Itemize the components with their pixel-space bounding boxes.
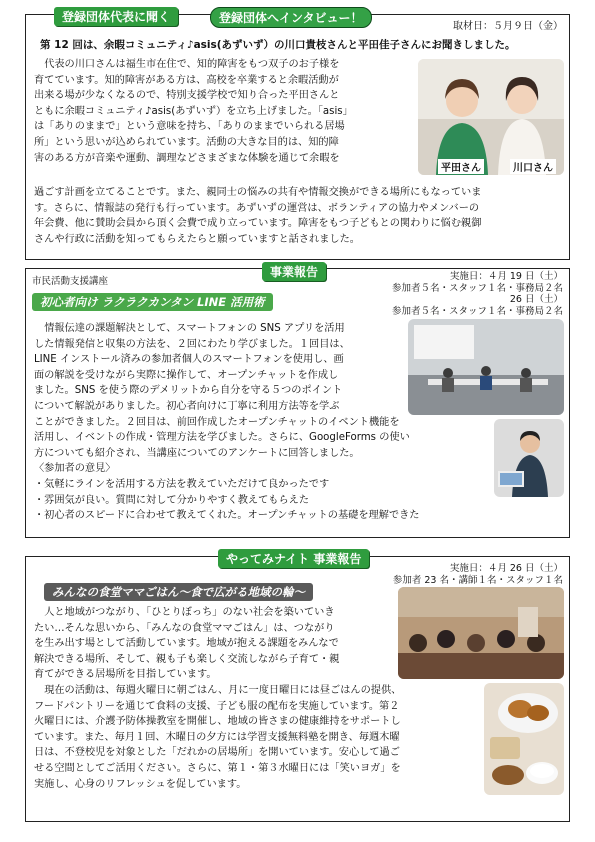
report1-photo-instructor [494, 419, 564, 497]
meal-illustration [484, 683, 564, 795]
text-line: す。さらに、情報誌の発行も行っています。あずいずの運営は、ボランティアの協力やメンバーの [34, 202, 480, 214]
classroom-illustration [408, 319, 564, 415]
interview-date: 取材日：５月９日（金） [453, 21, 563, 32]
report2-meta-line: 参加者 23 名・講師１名・スタッフ１名 [392, 574, 563, 586]
text-line: ・初心者のスピードに合わせて教えてくれた。オープンチャットの基礎を理解できた [34, 510, 420, 522]
text-line: ・雰囲気が良い。質問に対して分かりやすく教えてもらえた [34, 494, 310, 506]
text-line: 現在の活動は、毎週火曜日に朝ごはん、月に一度日曜日には昼ごはんの提供、 [44, 684, 402, 696]
report1-meta-line: 26 日（土） [509, 294, 563, 305]
text-line: は「ありのままで」という意味を持ち、「ありのままでいられる居場 [34, 121, 345, 133]
report1-meta-line: 参加者５名・スタッフ１名・事務局２名 [391, 305, 563, 317]
report1-category: 市民活動支援講座 [32, 276, 109, 287]
text-line: ことができました。２回目は、前回作成したオープンチャットのイベント機能を [34, 416, 400, 428]
text-line: 過ごす計画を立てることです。また、親同士の悩みの共有や情報交換ができる場所にもなっていま [34, 187, 482, 198]
caption-hirata: 平田さん [438, 159, 484, 174]
text-line: 所」という思いが込められています。活動の大きな目的は、知的障 [34, 136, 339, 148]
text-line: 方についても紹介され、当講座についてのアンケートに回答しました。 [34, 447, 360, 459]
text-line: 実施し、心身のリフレッシュを促しています。 [34, 778, 247, 790]
report2-tag: やってみナイト 事業報告 [218, 549, 369, 568]
interview-body-top [34, 57, 420, 166]
report2-meta-line: 実施日：４月 26 日（土） [449, 563, 563, 574]
text-line: 解決できる場所、そして、親も子も楽しく交流しながら子育て・親 [34, 653, 340, 665]
text-line: 害のある方が音楽や運動、調理などさまざまな体験を通じて余暇を [34, 152, 340, 164]
report1-meta-line: 参加者５名・スタッフ１名・事務局２名 [391, 282, 563, 294]
text-line: せる空間としてご活用ください。さらに、第１・第３水曜日には「笑いヨガ」を [34, 762, 401, 774]
text-line: 〈参加者の意見〉 [34, 463, 116, 475]
interview-tag-center: 登録団体へインタビュー！ [210, 7, 372, 28]
text-line: 出来る場が少なくなるので、特別支援学校で知り合った平田さんと [34, 90, 340, 102]
text-line: 日は、不登校児を対象とした「だれかの居場所」を開いています。安心して過ご [34, 747, 400, 759]
text-line: について解説がありました。初心者向けに丁寧に利用方法等を学ぶ [34, 400, 340, 412]
audience-illustration [398, 587, 564, 679]
interview-body-bottom [34, 185, 564, 247]
text-line: ・気軽にラインを活用する方法を教えていただけて良かったです [34, 478, 330, 490]
text-line: した情報発信と収集の方法を、２回にわたり学びました。１回目は、 [34, 338, 350, 350]
text-line: 育てています。知的障害がある方は、高校を卒業すると余暇活動が [34, 74, 339, 86]
report1-photo-classroom [408, 319, 564, 415]
text-line: ています。また、毎月１回、木曜日の夕方には学習支援無料塾を開き、毎週木曜 [34, 731, 400, 743]
text-line: 面の解説を受けながら実際に操作して、オープンチャットを作成し [34, 369, 339, 381]
interview-photo [418, 59, 564, 175]
text-line: フードパントリーを通じて食料の支援、子ども服の配布を実施しています。第２ [34, 700, 400, 712]
text-line: 火曜日には、介護予防体操教室を開催し、地域の皆さまの健康維持をサポートし [34, 716, 401, 728]
report1-tag: 事業報告 [262, 262, 326, 281]
caption-kawaguchi: 川口さん [510, 159, 556, 174]
text-line: 人と地域がつながり、「ひとりぼっち」のない社会を築いていき [44, 607, 335, 618]
interview-headline: 第 12 回は、余暇コミュニティ♪asis(あずいず）の川口貴枝さんと平田佳子さんにお聞きしました。 [40, 39, 516, 51]
report2-meta [393, 563, 563, 586]
report1-meta [392, 271, 563, 317]
text-line: 情報伝達の課題解決として、スマートフォンの SNS アプリを活用 [44, 323, 345, 334]
text-line: 代表の川口さんは福生市在住で、知的障害をもつ双子のお子様を [44, 59, 340, 70]
text-line: ともに余暇コミュニティ♪asis(あずいず）を立ち上げました。「asis」 [34, 105, 353, 117]
text-line: ました。SNS を使う際のデメリットから自分を守る５つのポイント [34, 385, 343, 397]
text-line: 活用し、イベントの作成・管理方法を学びました。さらに、GoogleForms の使い [34, 432, 410, 444]
report-food-section [25, 552, 570, 822]
report2-photo-audience [398, 587, 564, 679]
interview-section [25, 10, 570, 260]
text-line: LINE インストール済みの参加者個人のスマートフォンを使用し、画 [34, 354, 344, 366]
report2-photo-meal [484, 683, 564, 795]
text-line: 年会費、他に賛助会員から頂く会費で成り立っています。障害をもつ子どもとの関わりに悩む親御 [34, 218, 482, 230]
portrait-illustration [418, 59, 564, 175]
text-line: たい…そんな思いから、「みんなの食堂ママごはん」は、つながり [34, 622, 335, 634]
text-line: 育てができる居場所を目指しています。 [34, 669, 217, 681]
text-line: を生み出す場として活動しています。地域が抱える課題をみんなで [34, 638, 339, 650]
report-line-section [25, 265, 570, 538]
report2-title: みんなの食堂ママごはん〜食で広がる地域の輪〜 [44, 583, 313, 601]
report1-title: 初心者向け ラクラクカンタン LINE 活用術 [32, 293, 273, 311]
text-line: さんや行政に活動を知ってもらえたらと願っていますと話されました。 [34, 233, 360, 245]
report1-meta-line: 実施日：４月 19 日（土） [449, 271, 563, 282]
interview-tag-left: 登録団体代表に聞く [54, 7, 178, 26]
instructor-illustration [494, 419, 564, 497]
